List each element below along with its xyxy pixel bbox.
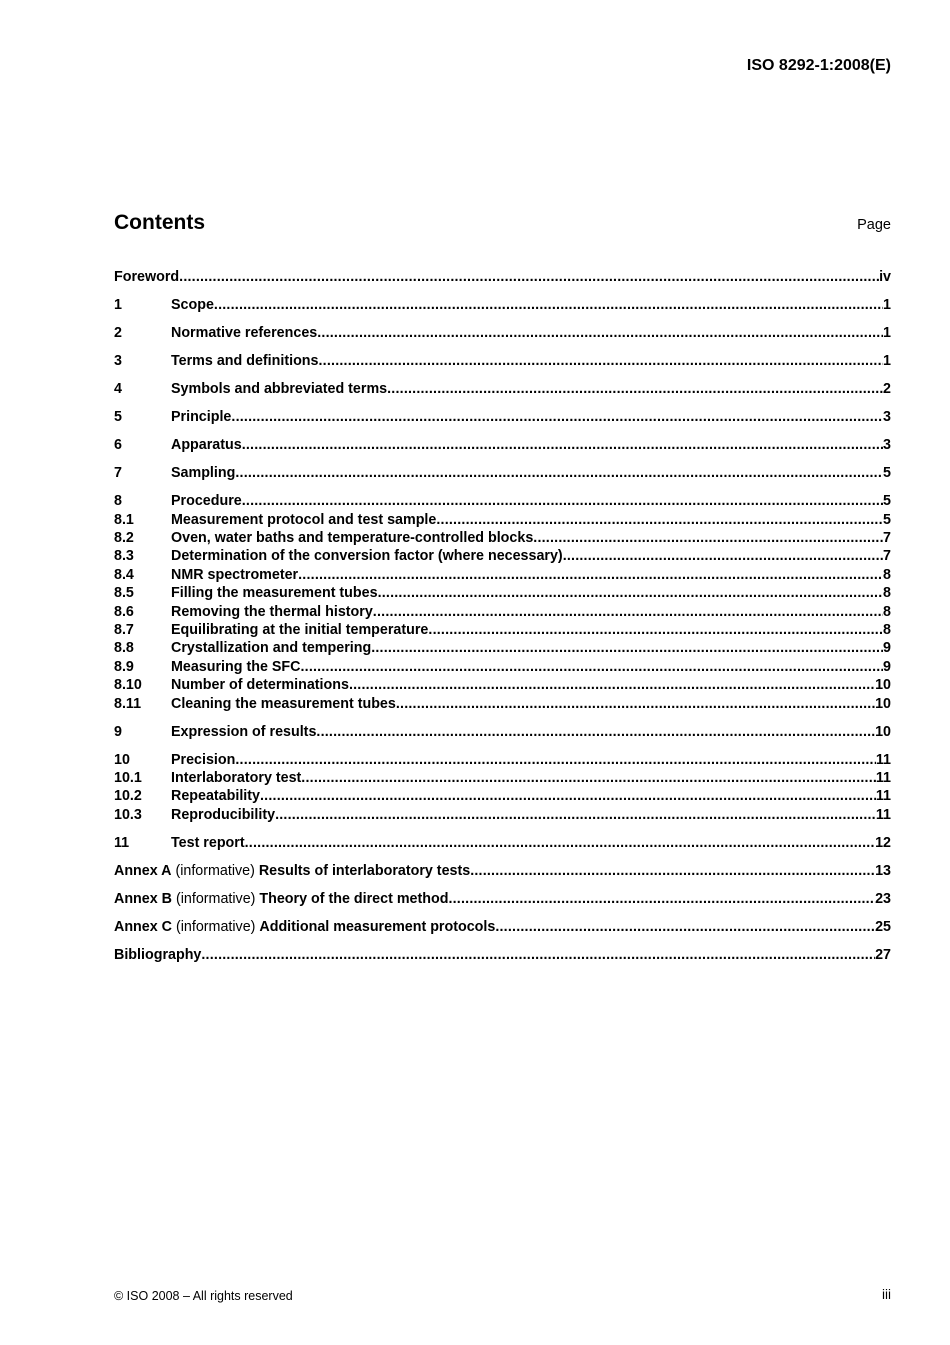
toc-entry-number: 8.1 <box>114 511 134 528</box>
toc-entry-title: Scope <box>171 297 214 314</box>
toc-entry-page: 7 <box>883 548 891 565</box>
toc-entry-page: 8 <box>883 603 891 620</box>
toc-entry-title <box>114 862 470 880</box>
toc-entry-title: Precision <box>171 751 236 768</box>
annex-note: (informative) <box>172 890 260 907</box>
toc-entry-number: 10.2 <box>114 788 142 805</box>
toc-dot-leader <box>470 862 875 880</box>
toc-entry-page: 10 <box>875 677 891 694</box>
toc-entry[interactable] <box>114 833 891 851</box>
toc-entry-title: Foreword <box>114 269 180 286</box>
toc-entry-page: 25 <box>875 918 891 935</box>
toc-dot-leader <box>235 464 883 482</box>
toc-entry-title: Determination of the conversion factor (where necessary) <box>171 548 563 565</box>
toc-entry-annex-b[interactable] <box>114 889 891 907</box>
toc-entry-title: Normative references <box>171 325 318 342</box>
toc-entry-number: 8.4 <box>114 566 134 583</box>
toc-dot-leader <box>231 408 883 426</box>
toc-entry[interactable] <box>114 565 891 583</box>
toc-entry-title <box>114 890 448 908</box>
toc-entry-number: 1 <box>114 297 122 314</box>
toc-entry[interactable] <box>114 787 891 805</box>
toc-entry-number: 8.7 <box>114 622 134 638</box>
toc-entry[interactable] <box>114 380 891 398</box>
toc-entry-number: 8.9 <box>114 658 134 675</box>
toc-entry-number: 2 <box>114 325 122 342</box>
toc-entry-page: 8 <box>883 566 891 583</box>
toc-entry-annex-a[interactable] <box>114 861 891 879</box>
toc-entry-page: 27 <box>875 946 891 963</box>
toc-entry-page: 8 <box>883 585 891 602</box>
toc-dot-leader <box>436 511 883 529</box>
toc-entry[interactable] <box>114 694 891 712</box>
toc-entry-title: Terms and definitions <box>171 353 319 370</box>
toc-dot-leader <box>428 621 883 639</box>
toc-dot-leader <box>298 566 883 584</box>
toc-dot-leader <box>387 380 883 398</box>
toc-dot-leader <box>260 787 876 805</box>
toc-entry-number: 8.10 <box>114 677 142 694</box>
toc-entry-number: 8.2 <box>114 530 134 547</box>
toc-entry-annex-c[interactable] <box>114 917 891 935</box>
toc-dot-leader <box>563 547 883 565</box>
toc-entry-number: 10 <box>114 751 130 768</box>
toc-dot-leader <box>317 324 883 342</box>
toc-dot-leader <box>275 806 876 824</box>
toc-entry-number: 3 <box>114 353 122 370</box>
toc-entry-number: 11 <box>114 834 130 851</box>
toc-entry-page: 8 <box>883 622 891 638</box>
toc-entry[interactable] <box>114 529 891 547</box>
toc-dot-leader <box>201 946 875 964</box>
toc-entry-title: Removing the thermal history <box>171 603 373 620</box>
toc-dot-leader <box>301 769 876 787</box>
toc-dot-leader <box>533 529 883 547</box>
toc-entry-title: Number of determinations <box>171 677 349 694</box>
toc-entry-title: Reproducibility <box>171 806 276 823</box>
toc-entry[interactable] <box>114 436 891 454</box>
toc-entry-title: Filling the measurement tubes <box>171 585 378 602</box>
toc-entry[interactable] <box>114 464 891 482</box>
toc-entry-page: 11 <box>875 751 891 768</box>
toc-entry[interactable] <box>114 584 891 602</box>
toc-entry-number: 4 <box>114 381 122 398</box>
toc-entry-title <box>114 918 495 936</box>
annex-note: (informative) <box>172 918 260 935</box>
toc-dot-leader <box>242 436 883 454</box>
toc-entry-number: 9 <box>114 723 122 740</box>
toc-entry-title: Sampling <box>171 465 236 482</box>
toc-entry[interactable] <box>114 324 891 342</box>
toc-entry-page: 5 <box>883 465 891 482</box>
toc-entry-number: 7 <box>114 465 122 482</box>
annex-note: (informative) <box>171 862 259 879</box>
toc-entry-title: Principle <box>171 409 232 426</box>
toc-entry-number: 8.3 <box>114 548 134 565</box>
toc-entry-page: 5 <box>883 511 891 528</box>
toc-dot-leader <box>495 918 875 936</box>
page-column-label: Page <box>857 217 891 233</box>
toc-entry-page: 11 <box>875 806 891 823</box>
toc-entry-page: 1 <box>883 353 891 370</box>
toc-entry-page: 5 <box>883 493 891 510</box>
toc-dot-leader <box>448 890 875 908</box>
annex-label: Annex A <box>114 862 172 879</box>
toc-entry-title: Expression of results <box>171 723 317 740</box>
toc-dot-leader <box>214 296 883 314</box>
toc-entry[interactable] <box>114 676 891 694</box>
footer-copyright: © ISO 2008 – All rights reserved <box>114 1289 293 1303</box>
annex-title: Additional measurement protocols <box>259 918 496 935</box>
toc-entry-title: Equilibrating at the initial temperature <box>171 622 429 638</box>
toc-entry-title: NMR spectrometer <box>171 566 299 583</box>
toc-entry-page: 13 <box>875 862 891 879</box>
toc-entry-title: Symbols and abbreviated terms <box>171 381 388 398</box>
toc-entry-number: 10.1 <box>114 769 142 786</box>
toc-entry-number: 8 <box>114 493 122 510</box>
toc-entry-title: Repeatability <box>171 788 260 805</box>
toc-entry-title: Apparatus <box>171 437 242 454</box>
footer-page-number: iii <box>882 1287 891 1302</box>
toc-dot-leader <box>300 658 883 676</box>
toc-entry-page: 3 <box>883 437 891 454</box>
toc-entry-number: 8.5 <box>114 585 134 602</box>
contents-heading: Contents <box>114 211 205 234</box>
toc-entry-title: Cleaning the measurement tubes <box>171 695 396 712</box>
toc-entry[interactable] <box>114 296 891 314</box>
toc-entry-title: Bibliography <box>114 946 202 963</box>
toc-entry-page: 9 <box>883 658 891 675</box>
toc-entry-number: 5 <box>114 409 122 426</box>
toc-entry-number: 8.8 <box>114 640 134 657</box>
toc-entry[interactable] <box>114 639 891 657</box>
toc-dot-leader <box>179 268 879 286</box>
toc-entry-page: 23 <box>875 890 891 907</box>
toc-dot-leader <box>235 751 876 769</box>
toc-entry-page: 10 <box>875 723 891 740</box>
toc-dot-leader <box>396 695 875 713</box>
toc-entry-page: 12 <box>875 834 891 851</box>
toc-entry-page: 1 <box>883 325 891 342</box>
toc-entry-number: 6 <box>114 437 122 454</box>
toc-entry-page: 1 <box>883 297 891 314</box>
toc-entry[interactable] <box>114 722 891 740</box>
toc-dot-leader <box>316 723 875 741</box>
toc-entry[interactable] <box>114 769 891 787</box>
annex-label: Annex B <box>114 890 172 907</box>
toc-entry-foreword[interactable] <box>114 268 891 286</box>
toc-dot-leader <box>378 584 883 602</box>
toc-entry-title: Oven, water baths and temperature-controlled blocks <box>171 530 534 547</box>
toc-entry[interactable] <box>114 408 891 426</box>
toc-entry[interactable] <box>114 352 891 370</box>
toc-entry-page: 11 <box>875 769 891 786</box>
toc-entry-number: 8.6 <box>114 603 134 620</box>
toc-entry-page: 7 <box>883 530 891 547</box>
toc-entry-title: Measurement protocol and test sample <box>171 511 437 528</box>
toc-entry-number: 8.11 <box>114 695 142 712</box>
toc-entry-title: Test report <box>171 834 245 851</box>
toc-entry[interactable] <box>114 492 891 510</box>
toc-entry[interactable] <box>114 602 891 620</box>
toc-entry[interactable] <box>114 510 891 528</box>
toc-entry[interactable] <box>114 547 891 565</box>
toc-entry-page: 9 <box>883 640 891 657</box>
toc-entry-title: Interlaboratory test <box>171 769 302 786</box>
toc-entry-bibliography[interactable] <box>114 945 891 963</box>
toc-entry-number: 10.3 <box>114 806 142 823</box>
toc-entry-title: Crystallization and tempering <box>171 640 372 657</box>
annex-title: Theory of the direct method <box>259 890 449 907</box>
toc-entry-page: 10 <box>875 695 891 712</box>
toc-dot-leader <box>349 676 875 694</box>
toc-entry[interactable] <box>114 805 891 823</box>
table-of-contents <box>114 268 891 964</box>
toc-entry-title: Measuring the SFC <box>171 658 301 675</box>
toc-dot-leader <box>242 492 883 510</box>
toc-dot-leader <box>373 603 883 621</box>
toc-dot-leader <box>245 834 875 852</box>
toc-entry[interactable] <box>114 750 891 768</box>
toc-entry-title: Procedure <box>171 493 242 510</box>
annex-title: Results of interlaboratory tests <box>258 862 471 879</box>
toc-entry-page: iv <box>879 269 891 286</box>
toc-dot-leader <box>371 639 883 657</box>
toc-entry-page: 2 <box>883 381 891 398</box>
toc-entry-page: 11 <box>875 788 891 805</box>
toc-dot-leader <box>319 352 884 370</box>
toc-entry[interactable] <box>114 621 891 639</box>
document-id: ISO 8292-1:2008(E) <box>746 57 891 74</box>
annex-label: Annex C <box>114 918 172 935</box>
toc-entry-page: 3 <box>883 409 891 426</box>
toc-entry[interactable] <box>114 657 891 675</box>
